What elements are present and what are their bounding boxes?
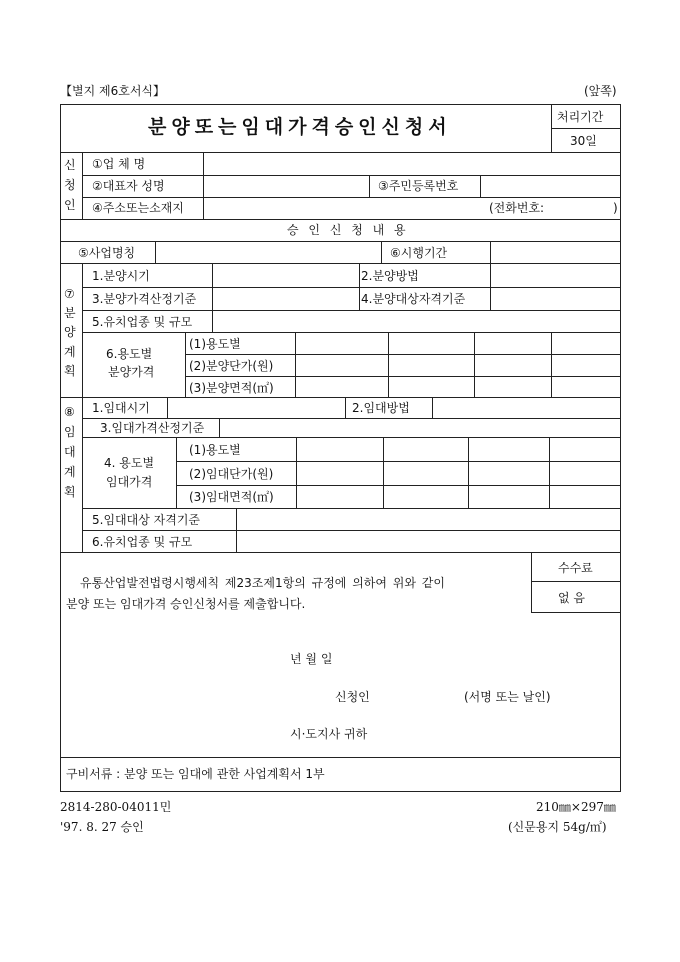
sale-method-label: 2.분양방법	[361, 269, 419, 283]
lease-price-basis-label: 3.임대가격산정기준	[100, 421, 205, 435]
lease-plan-group-char: 계	[64, 465, 76, 479]
paper-type: (신문용지 54g/㎡)	[508, 820, 607, 834]
sale-price-by-use-label: 6.용도별	[106, 347, 153, 361]
sale-method-field[interactable]	[492, 265, 618, 285]
lease-area-label: (3)임대면적(㎡)	[189, 490, 274, 504]
lease-industry-field[interactable]	[238, 532, 618, 551]
form-code: 2814-280-04011민	[60, 800, 172, 814]
form-number: 【별지 제6호서식】	[60, 84, 166, 98]
sale-industry-field[interactable]	[214, 312, 618, 331]
sale-area-label: (3)분양면적(㎡)	[189, 381, 274, 395]
lease-unit-price-label: (2)임대단가(원)	[189, 467, 274, 481]
project-name-field[interactable]	[157, 243, 379, 262]
applicant-group-char: 신	[64, 158, 76, 172]
business-name-label: ①업 체 명	[92, 157, 146, 171]
implementation-period-label: ⑥시행기간	[390, 246, 448, 260]
approval-date: '97. 8. 27 승인	[60, 820, 144, 834]
lease-price-by-use-label-2: 임대가격	[106, 475, 153, 489]
applicant-signature-label: 신청인	[335, 690, 370, 704]
phone-close-paren: )	[613, 201, 618, 215]
address-field[interactable]	[205, 199, 485, 218]
representative-name-field[interactable]	[205, 177, 367, 196]
sign-or-seal-label: (서명 또는 날인)	[464, 690, 551, 704]
applicant-group-char: 청	[64, 178, 76, 192]
fee-label: 수수료	[558, 561, 593, 575]
declaration-line-2: 분양 또는 임대가격 승인신청서를 제출합니다.	[66, 597, 306, 611]
sale-price-basis-label: 3.분양가격산정기준	[92, 292, 197, 306]
resident-number-field[interactable]	[482, 177, 618, 196]
request-content-heading: 승 인 신 청 내 용	[287, 223, 409, 237]
lease-use-label: (1)용도별	[189, 443, 241, 457]
sale-plan-group-char: 계	[64, 345, 76, 359]
phone-field[interactable]	[560, 199, 610, 218]
sale-price-basis-field[interactable]	[214, 289, 357, 308]
fee-value: 없 음	[558, 591, 585, 605]
sale-industry-label: 5.유치업종 및 규모	[92, 315, 193, 329]
processing-period-value: 30일	[570, 134, 597, 148]
form-title: 분양또는임대가격승인신청서	[148, 116, 452, 138]
sale-eligibility-label: 4.분양대상자격기준	[361, 292, 466, 306]
sale-plan-group-char: ⑦	[64, 287, 75, 301]
page-side-label: (앞쪽)	[584, 84, 617, 98]
lease-price-basis-field[interactable]	[221, 420, 618, 436]
paper-size: 210㎜×297㎜	[536, 800, 616, 814]
lease-plan-group-char: 대	[64, 445, 76, 459]
processing-period-label: 처리기간	[557, 110, 604, 124]
lease-plan-group-char: 임	[64, 425, 76, 439]
address-label: ④주소또는소재지	[92, 201, 184, 215]
resident-number-label: ③주민등록번호	[378, 179, 459, 193]
lease-timing-field[interactable]	[169, 399, 343, 417]
date-line: 년 월 일	[290, 652, 333, 666]
project-name-label: ⑤사업명칭	[78, 246, 136, 260]
lease-plan-group-char: 획	[64, 485, 76, 499]
business-name-field[interactable]	[205, 154, 618, 173]
sale-use-label: (1)용도별	[189, 337, 241, 351]
lease-eligibility-field[interactable]	[238, 510, 618, 529]
lease-method-label: 2.임대방법	[352, 401, 410, 415]
lease-eligibility-label: 5.임대대상 자격기준	[92, 513, 201, 527]
sale-unit-price-label: (2)분양단가(원)	[189, 359, 274, 373]
lease-industry-label: 6.유치업종 및 규모	[92, 535, 193, 549]
sale-eligibility-field[interactable]	[492, 289, 618, 308]
implementation-period-field[interactable]	[492, 243, 618, 262]
sale-plan-group-char: 획	[64, 364, 76, 378]
declaration-line-1: 유통산업발전법령시행세칙 제23조제1항의 규정에 의하여 위와 같이	[80, 576, 445, 590]
sale-timing-label: 1.분양시기	[92, 269, 150, 283]
sale-price-by-use-label-2: 분양가격	[108, 365, 155, 379]
lease-plan-group-char: ⑧	[64, 405, 75, 419]
sale-plan-group-char: 양	[64, 325, 76, 339]
phone-label: (전화번호:	[489, 201, 545, 215]
applicant-signature-field[interactable]	[380, 686, 460, 706]
sale-timing-field[interactable]	[214, 265, 357, 285]
required-documents: 구비서류 : 분양 또는 임대에 관한 사업계획서 1부	[66, 767, 325, 781]
lease-timing-label: 1.임대시기	[92, 401, 150, 415]
lease-price-by-use-label: 4. 용도별	[104, 456, 155, 470]
applicant-group-char: 인	[64, 198, 76, 212]
lease-method-field[interactable]	[434, 399, 618, 417]
representative-name-label: ②대표자 성명	[92, 179, 165, 193]
sale-plan-group-char: 분	[64, 306, 76, 320]
addressee: 시·도지사 귀하	[290, 727, 368, 741]
